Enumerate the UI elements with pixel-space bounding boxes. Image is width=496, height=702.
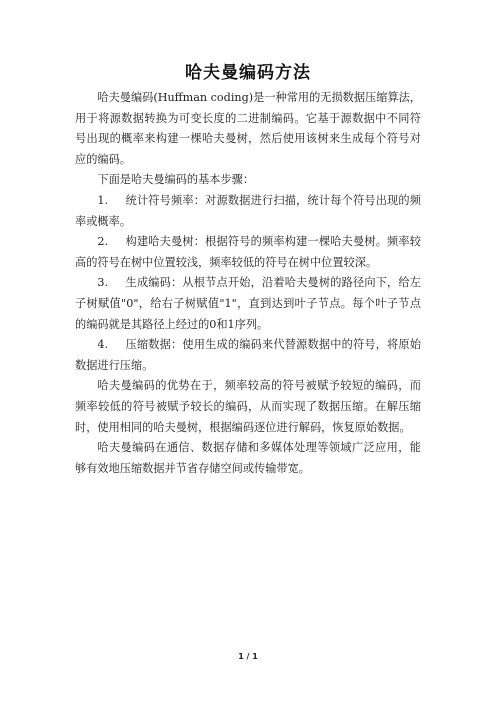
step-number: 3. — [97, 276, 109, 290]
page-number: 1 / 1 — [238, 652, 258, 661]
steps-intro-paragraph: 下面是哈夫曼编码的基本步骤： — [97, 173, 255, 187]
step-text: 构建哈夫曼树：根据符号的频率构建一棵哈夫曼树。频率较高的符号在树中位置较浅，频率较低的符号在树中位置较深。 — [75, 235, 421, 269]
document-body — [75, 88, 421, 479]
page-title: 哈夫曼编码方法 — [185, 63, 311, 83]
step-text: 压缩数据：使用生成的编码来代替源数据中的符号，将原始数据进行压缩。 — [75, 338, 421, 372]
step-text: 统计符号频率：对源数据进行扫描，统计每个符号出现的频率或概率。 — [75, 193, 421, 228]
step-item — [75, 273, 421, 335]
step-item — [75, 191, 421, 232]
step-item — [75, 232, 421, 273]
applications-paragraph: 哈夫曼编码在通信、数据存储和多媒体处理等领域广泛应用，能够有效地压缩数据并节省存储空间或传输带宽。 — [75, 441, 421, 475]
intro-paragraph: 哈夫曼编码(Huffman coding)是一种常用的无损数据压缩算法，用于将源数据转换为可变长度的二进制编码。它基于源数据中不同符号出现的概率来构建一棵哈夫曼树，然后使用该树来生成每个符号对应的编码。 — [75, 91, 421, 166]
step-item — [75, 335, 421, 376]
step-number: 2. — [97, 235, 109, 249]
step-number: 4. — [97, 338, 109, 352]
advantages-paragraph: 哈夫曼编码的优势在于，频率较高的符号被赋予较短的编码，而频率较低的符号被赋予较长的编码，从而实现了数据压缩。在解压缩时，使用相同的哈夫曼树，根据编码逐位进行解码，恢复原始数据。 — [75, 379, 421, 434]
step-number: 1. — [97, 193, 109, 207]
step-text: 生成编码：从根节点开始，沿着哈夫曼树的路径向下，给左子树赋值"0"，给右子树赋值"1"，直到达到叶子节点。每个叶子节点的编码就是其路径上经过的0和1序列。 — [75, 276, 421, 331]
